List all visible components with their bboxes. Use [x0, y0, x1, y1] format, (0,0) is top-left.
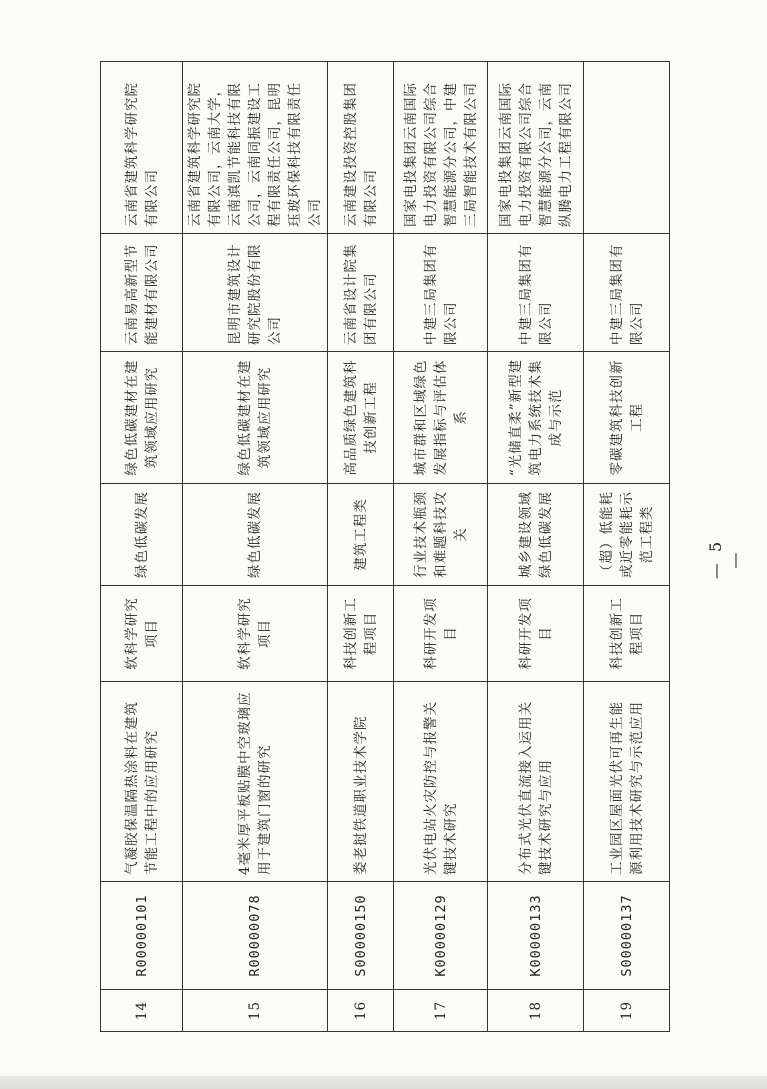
project-category-cell: 科研开发项目: [488, 586, 584, 682]
project-field-cell: 行业技术瓶颈和难题科技攻关: [394, 484, 488, 586]
project-title-cell: 分布式光伏直流接入运用关键技术研究与应用: [488, 682, 584, 882]
project-category-cell: 科技创新工程项目: [584, 586, 670, 682]
project-field-cell: （超）低能耗或近零能耗示范工程类: [584, 484, 670, 586]
partner-organizations-cell: 国家电投集团云南国际电力投资有限公司综合智慧能源分公司，中建三局智能技术有限公司: [394, 62, 488, 234]
project-direction-cell: “光储直柔”新型建筑电力系统技术集成与示范: [488, 352, 584, 484]
row-index-cell: 19: [584, 990, 670, 1032]
partner-organizations-cell: 国家电投集团云南国际电力投资有限公司综合智慧能源分公司，云南纵腾电力工程有限公司: [488, 62, 584, 234]
project-field-cell: 绿色低碳发展: [101, 484, 183, 586]
project-direction-cell: 零碳建筑科技创新工程: [584, 352, 670, 484]
project-direction-cell: 绿色低碳建材在建筑领域应用研究: [183, 352, 328, 484]
project-table: [100, 61, 670, 1032]
partner-organizations-cell: 云南省建筑科学研究院有限公司: [101, 62, 183, 234]
project-code-cell: K00000133: [488, 882, 584, 990]
partner-organizations-cell: [584, 62, 670, 234]
project-direction-cell: 高品质绿色建筑科技创新工程: [328, 352, 394, 484]
project-title-cell: 光伏电站火灾防控与报警关键技术研究: [394, 682, 488, 882]
scan-edge: [0, 1076, 767, 1089]
table-row: [488, 62, 584, 1032]
table-row: [328, 62, 394, 1032]
project-category-cell: 软科学研究项目: [183, 586, 328, 682]
lead-organization-cell: 中建三局集团有限公司: [488, 234, 584, 352]
project-code-cell: K00000129: [394, 882, 488, 990]
row-index-cell: 18: [488, 990, 584, 1032]
project-title-cell: 工业园区屋面光伏可再生能源利用技术研究与示范应用: [584, 682, 670, 882]
lead-organization-cell: 云南省设计院集团有限公司: [328, 234, 394, 352]
page-number: [705, 520, 745, 580]
row-index-cell: 16: [328, 990, 394, 1032]
lead-organization-cell: 中建三局集团有限公司: [584, 234, 670, 352]
project-code-cell: R00000078: [183, 882, 328, 990]
project-title-cell: 气凝胶保温隔热涂料在建筑节能工程中的应用研究: [101, 682, 183, 882]
lead-organization-cell: 云南易高新型节能建材有限公司: [101, 234, 183, 352]
project-code-cell: S00000137: [584, 882, 670, 990]
row-index-cell: 17: [394, 990, 488, 1032]
lead-organization-cell: 中建三局集团有限公司: [394, 234, 488, 352]
project-field-cell: 绿色低碳发展: [183, 484, 328, 586]
table-body: [101, 62, 670, 1032]
project-field-cell: 城乡建设领域绿色低碳发展: [488, 484, 584, 586]
table-row: [183, 62, 328, 1032]
partner-organizations-cell: 云南省建筑科学研究院有限公司，云南大学，云南滇凯节能科技有限公司，云南同振建设工程有限责任公司，昆明珏玻环保科技有限责任公司: [183, 62, 328, 234]
project-field-cell: 建筑工程类: [328, 484, 394, 586]
row-index-cell: 15: [183, 990, 328, 1032]
table-row: [101, 62, 183, 1032]
rotated-table-canvas: [100, 62, 662, 1032]
project-category-cell: 科研开发项目: [394, 586, 488, 682]
table-row: [394, 62, 488, 1032]
project-table-wrapper: [100, 62, 662, 1032]
partner-organizations-cell: 云南建设投资控股集团有限公司: [328, 62, 394, 234]
project-category-cell: 软科学研究项目: [101, 586, 183, 682]
page-number-text: — 5 —: [706, 538, 744, 580]
project-direction-cell: 绿色低碳建材在建筑领域应用研究: [101, 352, 183, 484]
project-title-cell: 娄老挝铁道职业技术学院: [328, 682, 394, 882]
project-code-cell: S00000150: [328, 882, 394, 990]
lead-organization-cell: 昆明市建筑设计研究院股份有限公司: [183, 234, 328, 352]
table-row: [584, 62, 670, 1032]
row-index-cell: 14: [101, 990, 183, 1032]
project-title-cell: 4毫米厚平板贴膜中空玻璃应用于建筑门窗的研究: [183, 682, 328, 882]
project-direction-cell: 城市群和区域绿色发展指标与评估体系: [394, 352, 488, 484]
project-code-cell: R00000101: [101, 882, 183, 990]
project-category-cell: 科技创新工程项目: [328, 586, 394, 682]
